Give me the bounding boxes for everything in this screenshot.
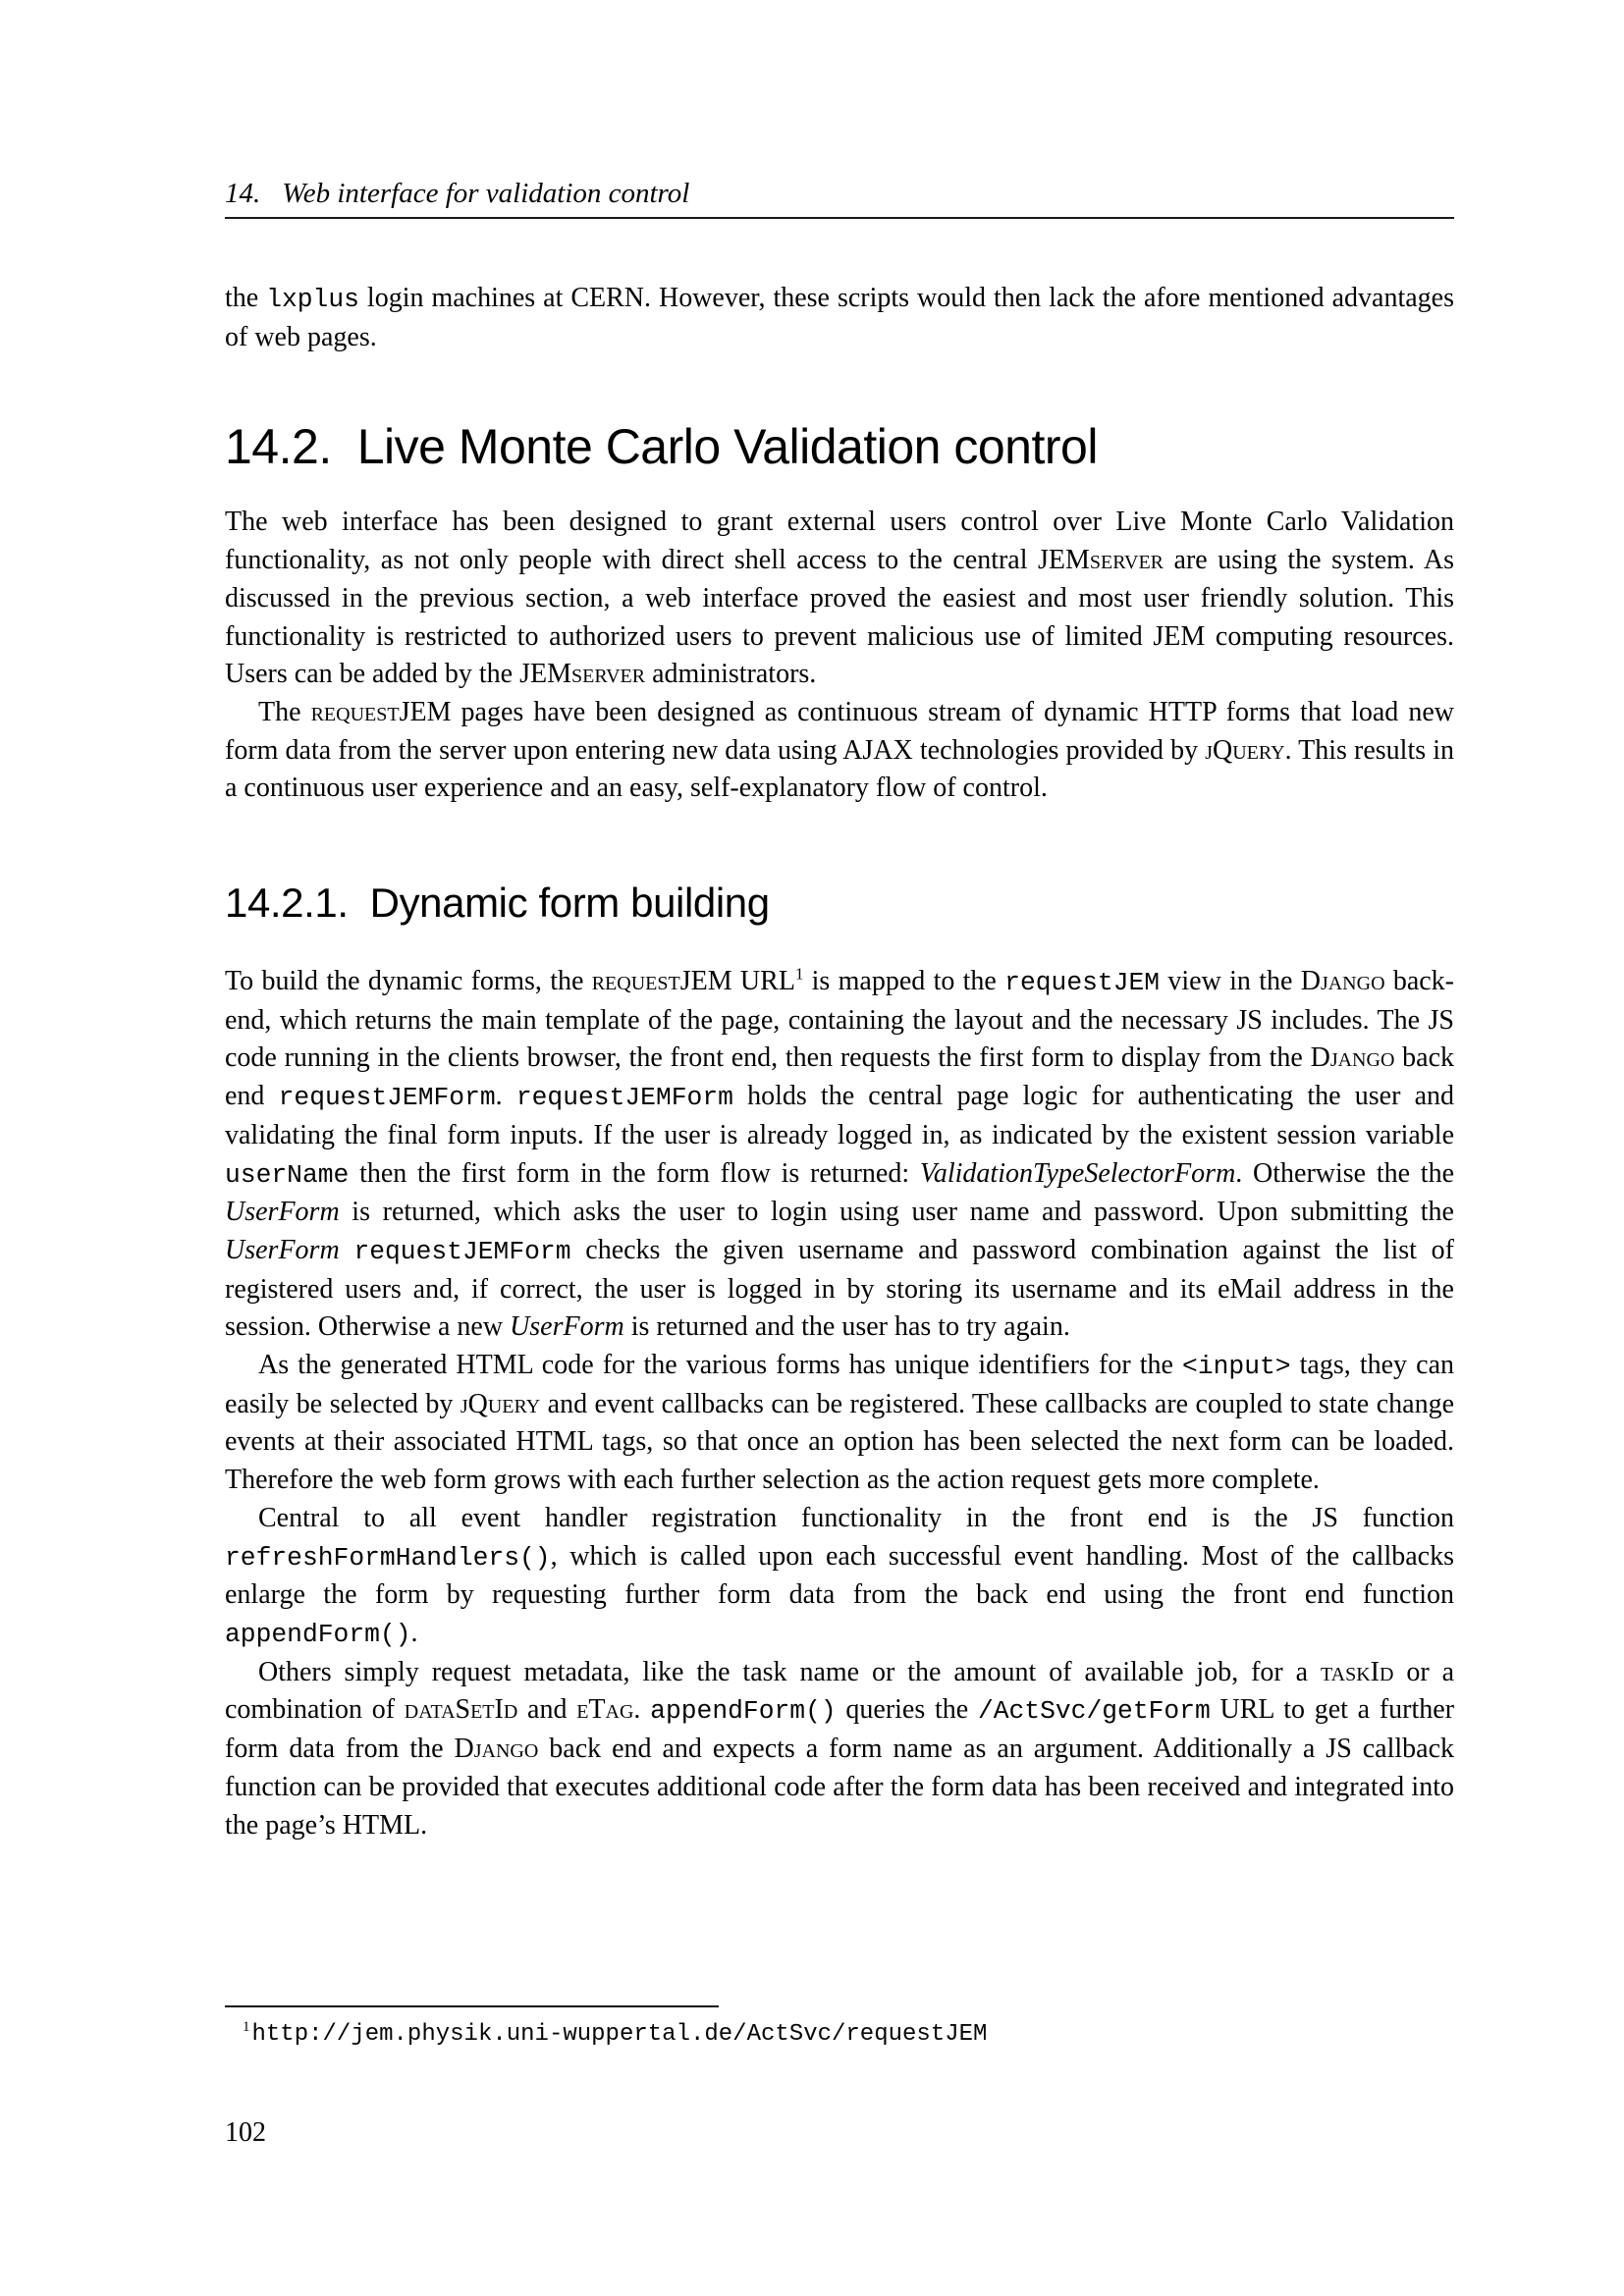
text-block — [225, 0, 1454, 1844]
subsection-number: 14.2.1. — [225, 880, 349, 927]
footnote-marker: 1 — [243, 2019, 250, 2035]
page-number: 102 — [225, 2117, 266, 2148]
paragraph-overview: The web interface has been designed to grant external users control over Live Monte Carlo Validation functionality, as not only people with direct shell access to the central JEMserver are using the system. As discussed in the previous section, a web interface proved the easiest and most user friendly solution. This functionality is restricted to authorized users to prevent malicious use of limited JEM computing resources. Users can be added by the JEMserver administrators. — [225, 507, 1454, 690]
section-title: Live Monte Carlo Validation control — [356, 419, 1098, 475]
footnote — [225, 2020, 1454, 2050]
paragraph-metadata-requests: Others simply request metadata, like the task name or the amount of available job, for a taskId or a combination of dataSetId and eTag. appendForm() queries the /ActSvc/getForm URL to get a further form data from the Django back end and expects a form name as an argument. Additionally a JS callback function can be provided that executes additional code after the form data has been received and integrated into the page’s HTML. — [225, 1656, 1455, 1841]
footnote-rule — [225, 2005, 719, 2007]
running-header-chapter-number: 14. — [225, 178, 261, 209]
running-header-chapter-title: Web interface for validation control — [282, 178, 690, 209]
subsection-title: Dynamic form building — [369, 880, 770, 927]
section-number: 14.2. — [225, 419, 332, 475]
paragraph-requestjem-pages: The requestJEM pages have been designed as continuous stream of dynamic HTTP forms that load new form data from the server upon entering new data using AJAX technologies provided by jQuery. This results in a continuous user experience and an easy, self-explanatory flow of control. — [225, 696, 1455, 804]
paragraph-intro: the lxplus login machines at CERN. However, these scripts would then lack the afore mentioned advantages of web pages. — [225, 283, 1454, 352]
paragraph-dynamic-forms: To build the dynamic forms, the requestJEM URL$^1$ is mapped to the requestJEM view in the Django back-end, which returns the main template of the page, containing the layout and the necessary JS includes. The JS code running in the clients browser, the front end, then requests the first form to display from the Django back end requestJEMForm. requestJEMForm holds the central page logic for authenticating the user and validating the final form inputs. If the user is already logged in, as indicated by the existent session variable userName then the first form in the form flow is returned: ValidationTypeSelectorForm. Otherwise the the UserForm is returned, which asks the user to login using user name and password. Upon submitting the UserForm requestJEMForm checks the given username and password combination against the list of registered users and, if correct, the user is logged in by storing its username and its eMail address in the session. Otherwise a new UserForm is returned and the user has to try again. — [225, 964, 1455, 1343]
footnote-url: http://jem.physik.uni-wuppertal.de/ActSvc/requestJEM — [251, 2021, 988, 2048]
paragraph-html-identifiers: As the generated HTML code for the various forms has unique identifiers for the <input> tags, they can easily be selected by jQuery and event callbacks can be registered. These callbacks are coupled to state change events at their associated HTML tags, so that once an option has been selected the next form can be loaded. Therefore the web form grows with each further selection as the action request gets more complete. — [225, 1350, 1454, 1496]
running-header — [225, 180, 1454, 219]
paragraph-event-handlers: Central to all event handler registration functionality in the front end is the JS function refreshFormHandlers(), which is called upon each successful event handling. Most of the callbacks enlarge the form by requesting further form data from the back end using the front end function appendForm(). — [225, 1502, 1454, 1649]
section-heading — [225, 419, 1454, 475]
footnote-area — [225, 2005, 1454, 2050]
subsection-heading — [225, 881, 1454, 926]
